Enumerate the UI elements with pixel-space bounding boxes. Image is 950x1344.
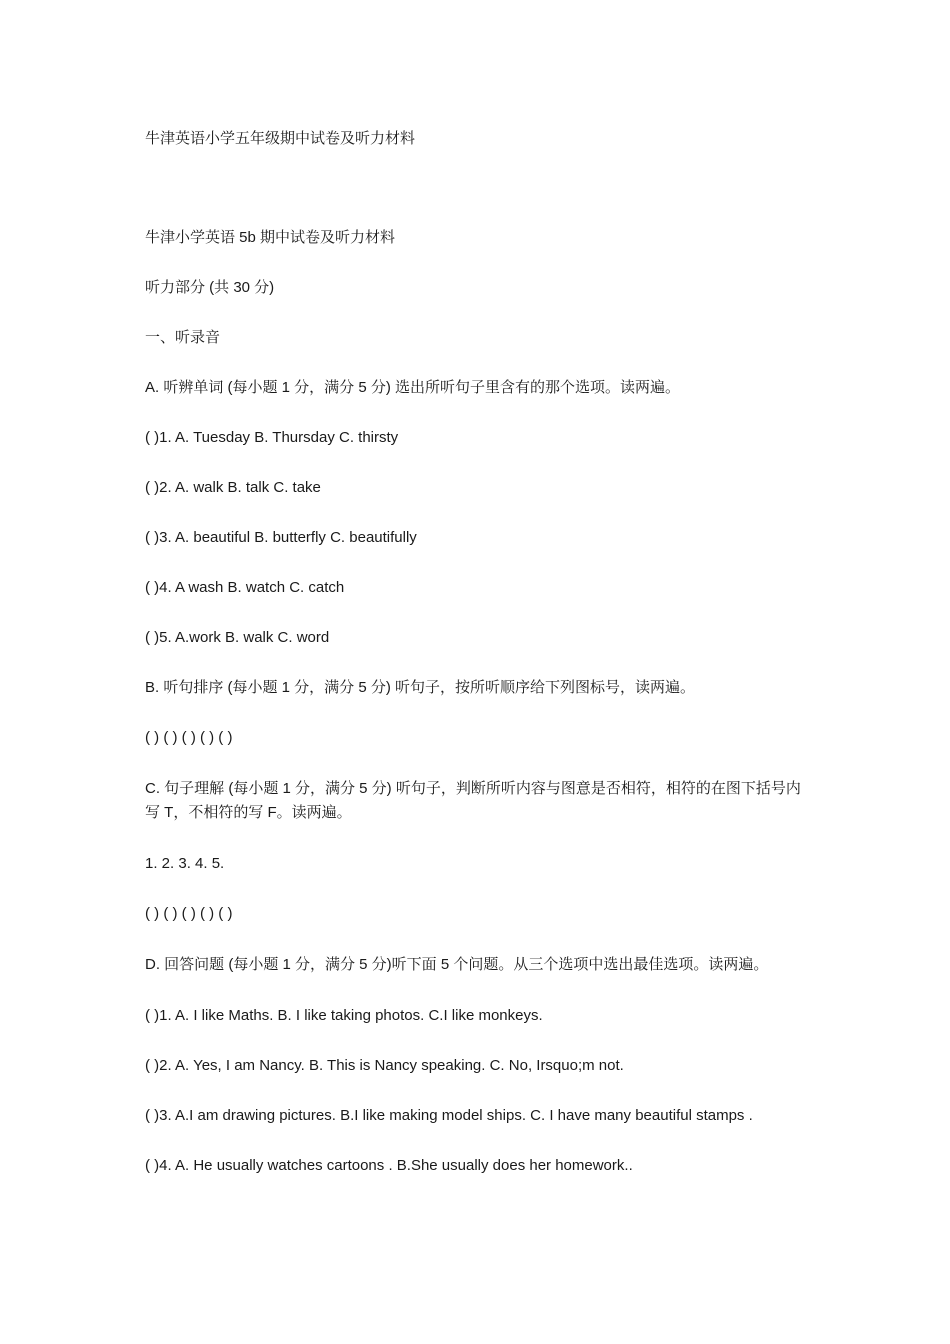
section-c-instructions: C. 句子理解 (每小题 1 分，满分 5 分) 听句子，判断所听内容与图意是否相符，相符的在图下括号内写 T，不相符的写 F。读两遍。: [145, 780, 801, 821]
subtitle-line: 牛津小学英语 5b 期中试卷及听力材料: [145, 229, 396, 246]
section-heading-listening: 听力部分 (共 30 分): [145, 279, 275, 296]
question-line: ( )5. A.work B. walk C. word: [145, 629, 330, 646]
question-line: ( )3. A.I am drawing pictures. B.I like making model ships. C. I have many beautiful stamps .: [145, 1107, 753, 1124]
picture-numbers: 1. 2. 3. 4. 5.: [145, 855, 225, 872]
question-line: ( )4. A wash B. watch C. catch: [145, 579, 345, 596]
question-line: ( )1. A. I like Maths. B. I like taking photos. C.I like monkeys.: [145, 1007, 543, 1024]
section-d-instructions: D. 回答问题 (每小题 1 分，满分 5 分)听下面 5 个问题。从三个选项中选出最佳选项。读两遍。: [145, 956, 769, 973]
answer-brackets: ( ) ( ) ( ) ( ) ( ): [145, 905, 233, 922]
question-line: ( )2. A. walk B. talk C. take: [145, 479, 321, 496]
question-line: ( )2. A. Yes, I am Nancy. B. This is Nancy speaking. C. No, Irsquo;m not.: [145, 1057, 624, 1074]
document-body: [145, 128, 810, 1205]
question-line: ( )1. A. Tuesday B. Thursday C. thirsty: [145, 429, 399, 446]
document-title: 牛津英语小学五年级期中试卷及听力材料: [145, 130, 416, 147]
section-a-instructions: A. 听辨单词 (每小题 1 分，满分 5 分) 选出所听句子里含有的那个选项。读两遍。: [145, 379, 681, 396]
part-heading: 一、听录音: [145, 329, 221, 346]
question-line: ( )3. A. beautiful B. butterfly C. beautifully: [145, 529, 417, 546]
answer-brackets: ( ) ( ) ( ) ( ) ( ): [145, 729, 233, 746]
section-b-instructions: B. 听句排序 (每小题 1 分，满分 5 分) 听句子，按所听顺序给下列图标号，读两遍。: [145, 679, 696, 696]
question-line: ( )4. A. He usually watches cartoons . B.She usually does her homework..: [145, 1157, 633, 1174]
